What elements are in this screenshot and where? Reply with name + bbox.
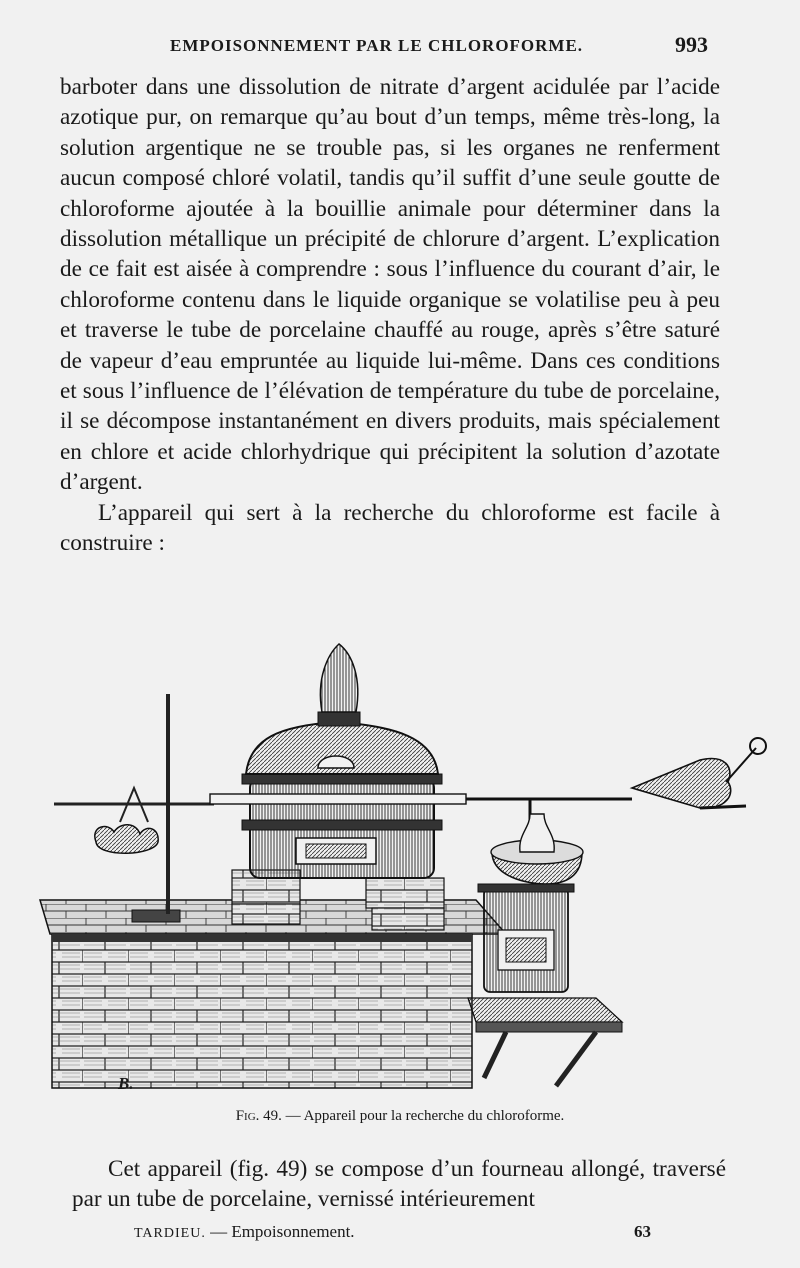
signature-author: TARDIEU. [134, 1226, 206, 1241]
running-head [70, 32, 710, 58]
page-number: 993 [675, 32, 708, 57]
bottom-text [72, 1154, 726, 1215]
paragraph-continuation: barboter dans une dissolution de nitrate d’argent acidulée par l’acide azotique pur, on remarque qu’au bout d’un temps, même très-long, la solution argentique ne se trouble pas, si les organes ne renferment aucun composé chloré volatil, tandis qu’il suffit d’une seule goutte de chloroforme ajoutée à la bouillie animale pour déterminer dans la dissolution métallique un précipité de chlorure d’argent. L’explication de ce fait est aisée à comprendre : sous l’influence du courant d’air, le chloroforme contenu dans le liquide organique se volatilise peu à peu et traverse le tube de porcelaine chauffé au rouge, après s’être saturé de vapeur d’eau empruntée au liquide lui-même. Dans ces conditions et sous l’influence de l’élévation de température du tube de porcelaine, il se décompose instantanément en divers produits, mais spécialement en chlore et acide chlorhydrique qui précipitent la solution d’azotate d’argent. [60, 74, 720, 496]
running-head-title: EMPOISONNEMENT PAR LE CHLOROFORME. [170, 36, 584, 55]
engraver-mark: B. [118, 1074, 134, 1093]
figure-apparatus-illustration [36, 638, 780, 1098]
signature-number: 63 [634, 1222, 651, 1241]
apparatus-engraving [36, 638, 780, 1098]
signature-line [134, 1222, 355, 1242]
body-text [60, 72, 720, 559]
paragraph-apparatus-description: Cet appareil (fig. 49) se compose d’un fourneau allongé, traversé par un tube de porcelaine, vernissé intérieurement [72, 1156, 726, 1213]
signature-title: — Empoisonnement. [210, 1222, 355, 1241]
figure-caption-text: — Appareil pour la recherche du chloroforme. [285, 1108, 565, 1124]
paragraph-apparatus-intro: L’appareil qui sert à la recherche du chloroforme est facile à construire : [60, 499, 720, 557]
figure-label: Fig. 49. [235, 1108, 282, 1124]
figure-caption [60, 1108, 740, 1125]
